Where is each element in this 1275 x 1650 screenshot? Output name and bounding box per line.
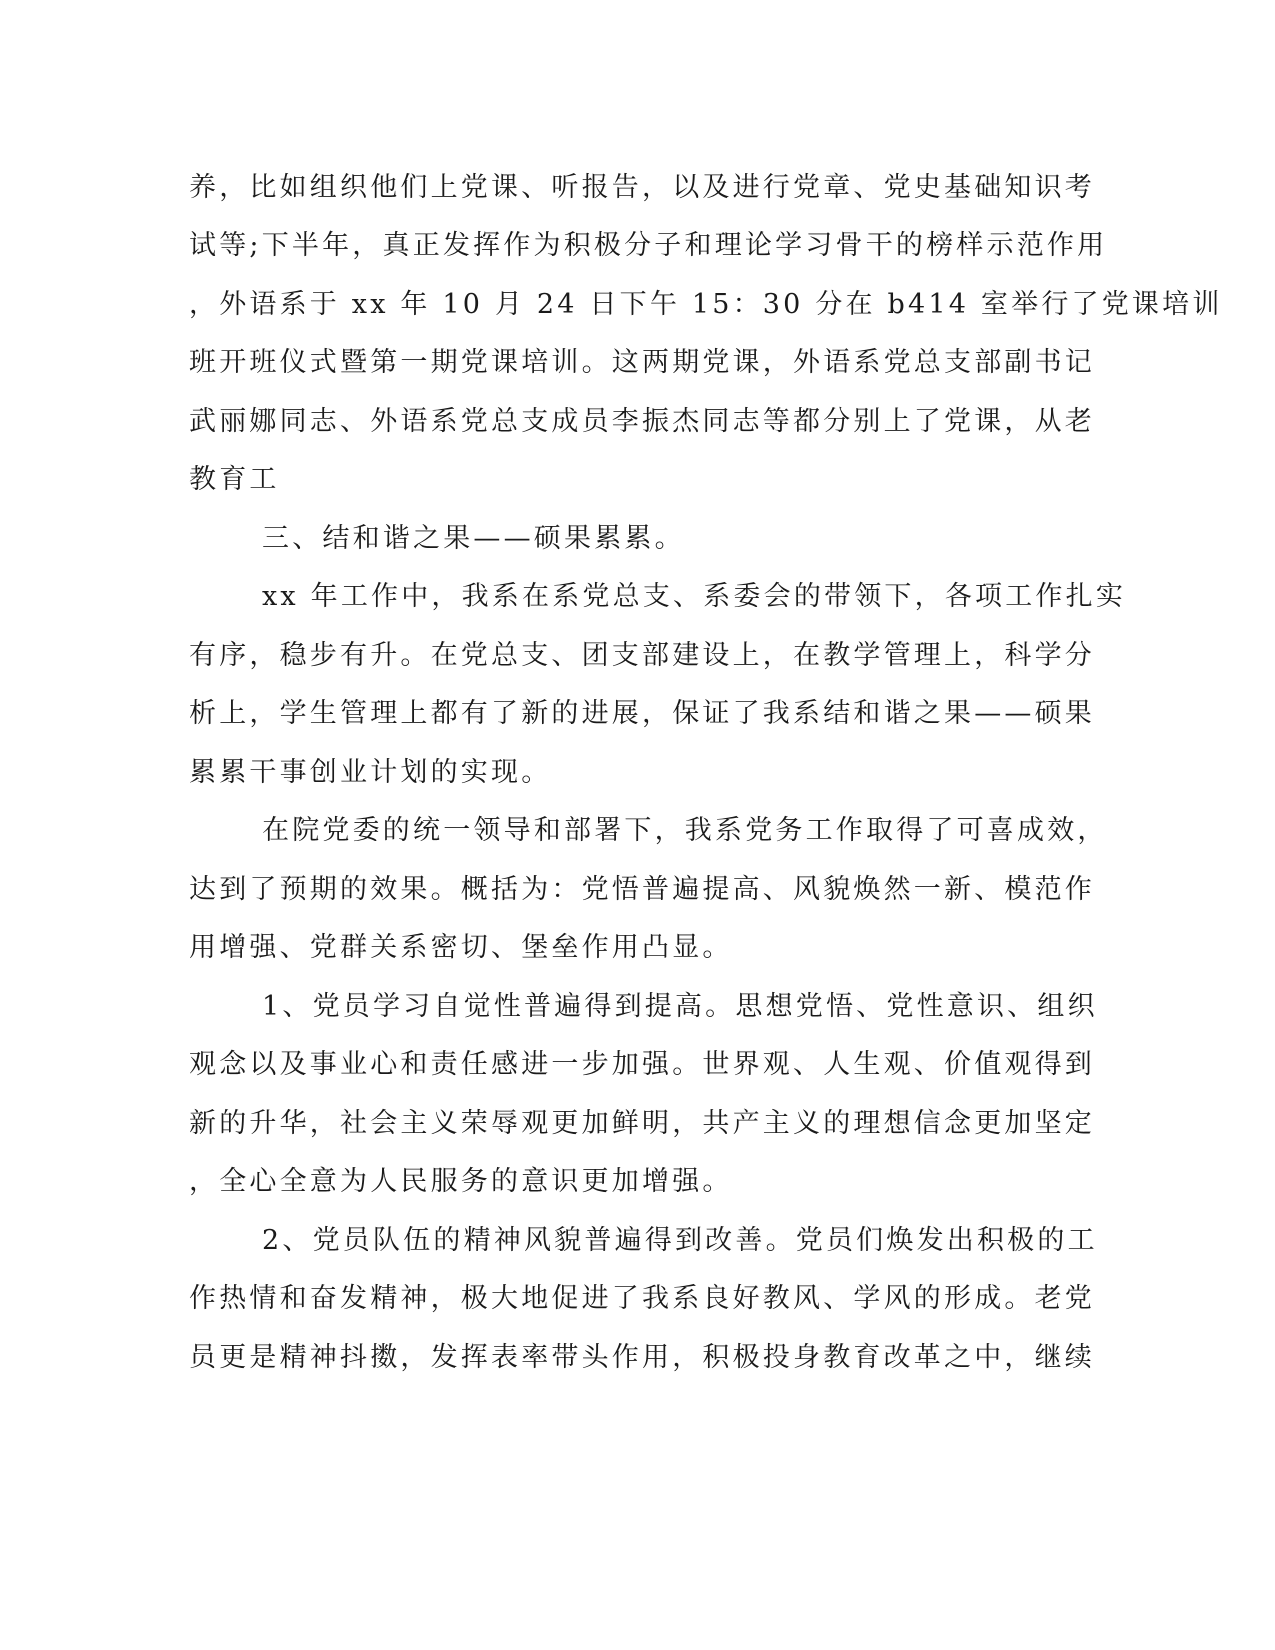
text-line: 累累干事创业计划的实现。 xyxy=(189,757,552,788)
text-line: 教育工 xyxy=(189,464,280,495)
paragraph-first-line: 在院党委的统一领导和部署下，我系党务工作取得了可喜成效， xyxy=(262,815,1108,846)
text-line: ，全心全意为人民服务的意识更加增强。 xyxy=(189,1166,733,1197)
text-line: 班开班仪式暨第一期党课培训。这两期党课，外语系党总支部副书记 xyxy=(189,347,1095,378)
text-line: 试等;下半年，真正发挥作为积极分子和理论学习骨干的榜样示范作用 xyxy=(189,230,1108,261)
paragraph-first-line: xx 年工作中，我系在系党总支、系委会的带领下，各项工作扎实 xyxy=(262,581,1127,612)
text-line: ，外语系于 xx 年 10 月 24 日下午 15：30 分在 b414 室举行了党课培训 xyxy=(189,289,1223,320)
section-heading: 三、结和谐之果——硕果累累。 xyxy=(262,523,685,554)
text-line: 员更是精神抖擞，发挥表率带头作用，积极投身教育改革之中，继续 xyxy=(189,1342,1095,1373)
text-line: 达到了预期的效果。概括为：党悟普遍提高、风貌焕然一新、模范作 xyxy=(189,874,1095,905)
text-line: 新的升华，社会主义荣辱观更加鲜明，共产主义的理想信念更加坚定 xyxy=(189,1108,1095,1139)
text-line: 武丽娜同志、外语系党总支成员李振杰同志等都分别上了党课，从老 xyxy=(189,406,1095,437)
text-line: 观念以及事业心和责任感进一步加强。世界观、人生观、价值观得到 xyxy=(189,1049,1095,1080)
text-line: 有序，稳步有升。在党总支、团支部建设上，在教学管理上，科学分 xyxy=(189,640,1095,671)
text-line: 用增强、党群关系密切、堡垒作用凸显。 xyxy=(189,932,733,963)
text-line: 养，比如组织他们上党课、听报告，以及进行党章、党史基础知识考 xyxy=(189,172,1095,203)
text-line: 作热情和奋发精神，极大地促进了我系良好教风、学风的形成。老党 xyxy=(189,1283,1095,1314)
paragraph-first-line: 1、党员学习自觉性普遍得到提高。思想党悟、党性意识、组织 xyxy=(262,991,1098,1022)
text-line: 析上，学生管理上都有了新的进展，保证了我系结和谐之果——硕果 xyxy=(189,698,1095,729)
paragraph-first-line: 2、党员队伍的精神风貌普遍得到改善。党员们焕发出积极的工 xyxy=(262,1225,1098,1256)
